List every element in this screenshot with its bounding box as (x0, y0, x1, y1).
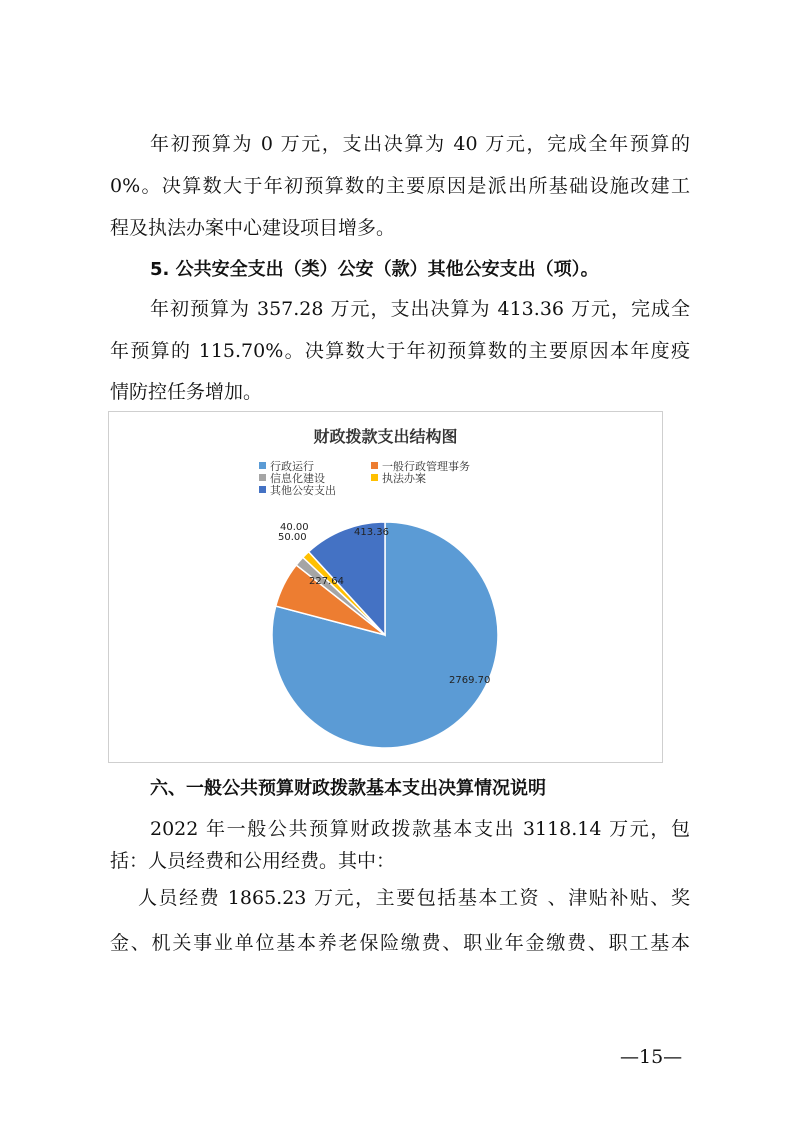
pie-chart (108, 411, 663, 763)
legend-label-3: 信息化建设 (270, 472, 325, 485)
paragraph-1-line-3: 程及执法办案中心建设项目增多。 (110, 217, 396, 239)
paragraph-1-line-2: 0%。决算数大于年初预算数的主要原因是派出所基础设施改建工 (110, 175, 690, 197)
section-heading-5: 5. 公共安全支出（类）公安（款）其他公安支出（项）。 (150, 259, 599, 280)
chart-title: 财政拨款支出结构图 (313, 427, 458, 446)
paragraph-3-line-1: 2022 年一般公共预算财政拨款基本支出 3118.14 万元，包 (150, 818, 690, 840)
pie-data-label-3: 50.00 (278, 532, 307, 543)
pie-data-label-1: 2769.70 (449, 675, 491, 686)
section-heading-6: 六、一般公共预算财政拨款基本支出决算情况说明 (150, 778, 546, 799)
paragraph-2-line-3: 情防控任务增加。 (110, 381, 263, 403)
paragraph-3-line-2: 括：人员经费和公用经费。其中： (110, 850, 396, 872)
legend-label-4: 执法办案 (382, 472, 426, 485)
paragraph-4-line-2: 金、机关事业单位基本养老保险缴费、职业年金缴费、职工基本 (110, 932, 690, 954)
pie-data-label-5: 413.36 (354, 527, 389, 538)
paragraph-1-line-1: 年初预算为 0 万元，支出决算为 40 万元，完成全年预算的 (150, 133, 690, 155)
paragraph-2-line-2: 年预算的 115.70%。决算数大于年初预算数的主要原因本年度疫 (110, 340, 690, 362)
page-number: —15— (620, 1046, 683, 1068)
pie-data-label-2: 227.64 (309, 576, 344, 587)
legend-label-1: 行政运行 (270, 460, 314, 473)
paragraph-4-line-1: 人员经费 1865.23 万元，主要包括基本工资 、津贴补贴、奖 (138, 887, 690, 909)
paragraph-2-line-1: 年初预算为 357.28 万元，支出决算为 413.36 万元，完成全 (150, 298, 690, 320)
pie-data-label-4: 40.00 (280, 522, 309, 533)
legend-label-2: 一般行政管理事务 (382, 460, 470, 473)
legend-label-5: 其他公安支出 (270, 484, 336, 497)
pie-plot-area (109, 412, 662, 762)
